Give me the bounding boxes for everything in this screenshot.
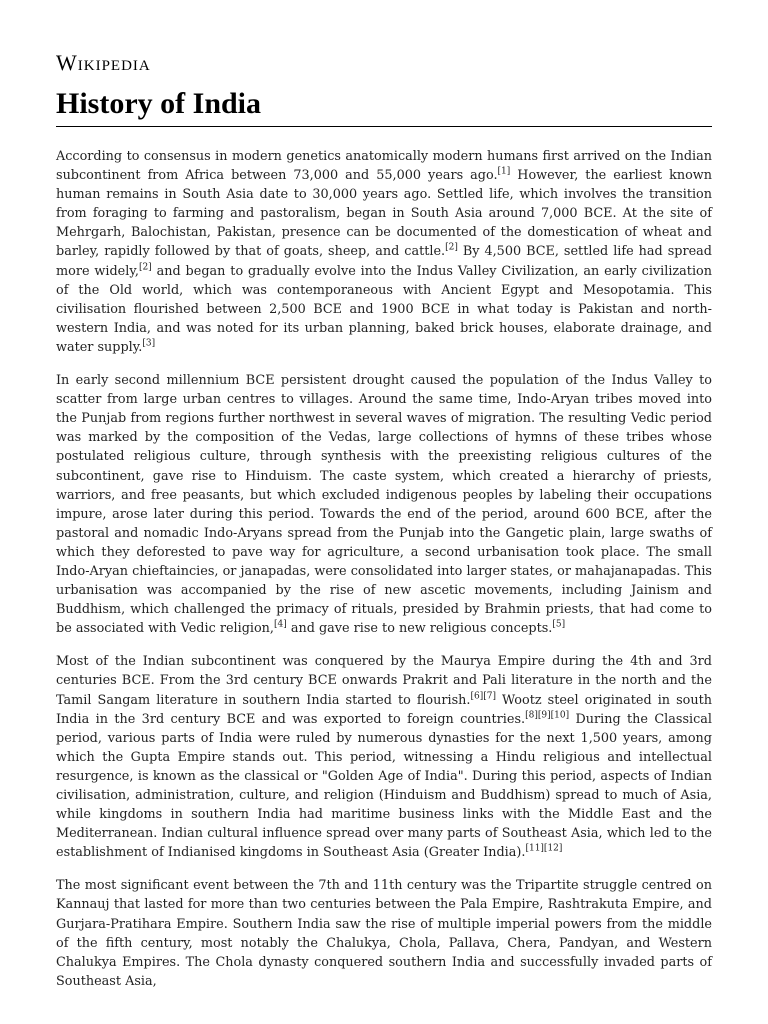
citation-link[interactable]: [2] xyxy=(138,262,152,273)
article-paragraph xyxy=(56,876,712,991)
paragraph-text: and gave rise to new religious concepts. xyxy=(286,621,553,637)
article-body xyxy=(56,147,712,1005)
paragraph-text: However, the earliest known human remains in South Asia date to 30,000 years ago. Settled life, which involves the transition from foraging to farming and pastoralism, began in South Asia around 7,000 BCE. At the site of Mehrgarh, Balochistan, Pakistan, presence can be documented of the domestication of wheat and barley, rapidly followed by that of goats, sheep, and cattle. xyxy=(56,168,712,260)
paragraph-text: The most significant event between the 7th and 11th century was the Tripartite struggle centred on Kannauj that lasted for more than two centuries between the Pala Empire, Rashtrakuta Empire, and Gurjara-Pratihara Empire. Southern India saw the rise of multiple imperial powers from the middle of the fifth century, most notably the Chalukya, Chola, Pallava, Chera, Pandyan, and Western Chalukya Empires. The Chola dynasty conquered southern India and successfully invaded parts of Southeast Asia, xyxy=(56,878,712,989)
citation-link[interactable]: [4] xyxy=(274,619,287,630)
article-paragraph xyxy=(56,652,712,862)
article-paragraph xyxy=(56,371,712,638)
paragraph-text: In early second millennium BCE persistent drought caused the population of the Indus Valley to scatter from large urban centres to villages. Around the same time, Indo-Aryan tribes moved into the Punjab from regions further northwest in several waves of migration. The resulting Vedic period was marked by the composition of the Vedas, large collections of hymns of these tribes whose postulated religious culture, through synthesis with the preexisting religious cultures of the subcontinent, gave rise to Hinduism. The caste system, which created a hierarchy of priests, warriors, and free peasants, but which excluded indigenous peoples by labeling their occupations impure, arose later during this period. Towards the end of the period, around 600 BCE, after the pastoral and nomadic Indo-Aryans spread from the Punjab into the Gangetic plain, large swaths of which they deforested to pave way for agriculture, a second urbanisation took place. The small Indo-Aryan chieftaincies, or janapadas, were consolidated into larger states, or mahajanapadas. This urbanisation was accompanied by the rise of new ascetic movements, including Jainism and Buddhism, which challenged the primacy of rituals, presided by Brahmin priests, that had come to be associated with Vedic religion, xyxy=(56,373,712,637)
paragraph-text: By 4,500 BCE, settled life had spread more widely, xyxy=(56,244,712,279)
citation-link[interactable]: [1] xyxy=(497,166,511,177)
paragraph-text: and began to gradually evolve into the Indus Valley Civilization, an early civilization of the Old world, which was contemporaneous with Ancient Egypt and Mesopotamia. This civilisation flourished between 2,500 BCE and 1900 BCE in what today is Pakistan and north-western India, and was noted for its urban planning, baked brick houses, elaborate drainage, and water supply. xyxy=(56,263,712,355)
citation-link[interactable]: [11][12] xyxy=(525,844,563,855)
citation-link[interactable]: [5] xyxy=(552,619,566,630)
paragraph-text: Most of the Indian subcontinent was conquered by the Maurya Empire during the 4th and 3rd centuries BCE. From the 3rd century BCE onwards Prakrit and Pali literature in the north and the Tamil Sangam literature in southern India started to flourish. xyxy=(56,654,712,708)
paragraph-text: Wootz steel originated in south India in the 3rd century BCE and was exported to foreign countries. xyxy=(56,692,712,727)
paragraph-text: According to consensus in modern genetics anatomically modern humans first arrived on the Indian subcontinent from Africa between 73,000 and 55,000 years ago. xyxy=(56,149,712,184)
paragraph-text: During the Classical period, various parts of India were ruled by numerous dynasties for the next 1,500 years, among which the Gupta Empire stands out. This period, witnessing a Hindu religious and intellectual resurgence, is known as the classical or "Golden Age of India". During this period, aspects of Indian civilisation, administration, culture, and religion (Hinduism and Buddhism) spread to much of Asia, while kingdoms in southern India had maritime business links with the Middle East and the Mediterranean. Indian cultural influence spread over many parts of Southeast Asia, which led to the establishment of Indianised kingdoms in Southeast Asia (Greater India). xyxy=(56,711,713,861)
wikipedia-logo[interactable]: Wikipedia xyxy=(56,50,151,75)
citation-link[interactable]: [8][9][10] xyxy=(525,710,570,721)
page-title: History of India xyxy=(56,87,262,120)
citation-link[interactable]: [6][7] xyxy=(470,691,496,702)
title-divider xyxy=(56,126,712,127)
citation-link[interactable]: [2] xyxy=(445,243,458,254)
citation-link[interactable]: [3] xyxy=(142,338,156,349)
article-paragraph xyxy=(56,147,712,357)
